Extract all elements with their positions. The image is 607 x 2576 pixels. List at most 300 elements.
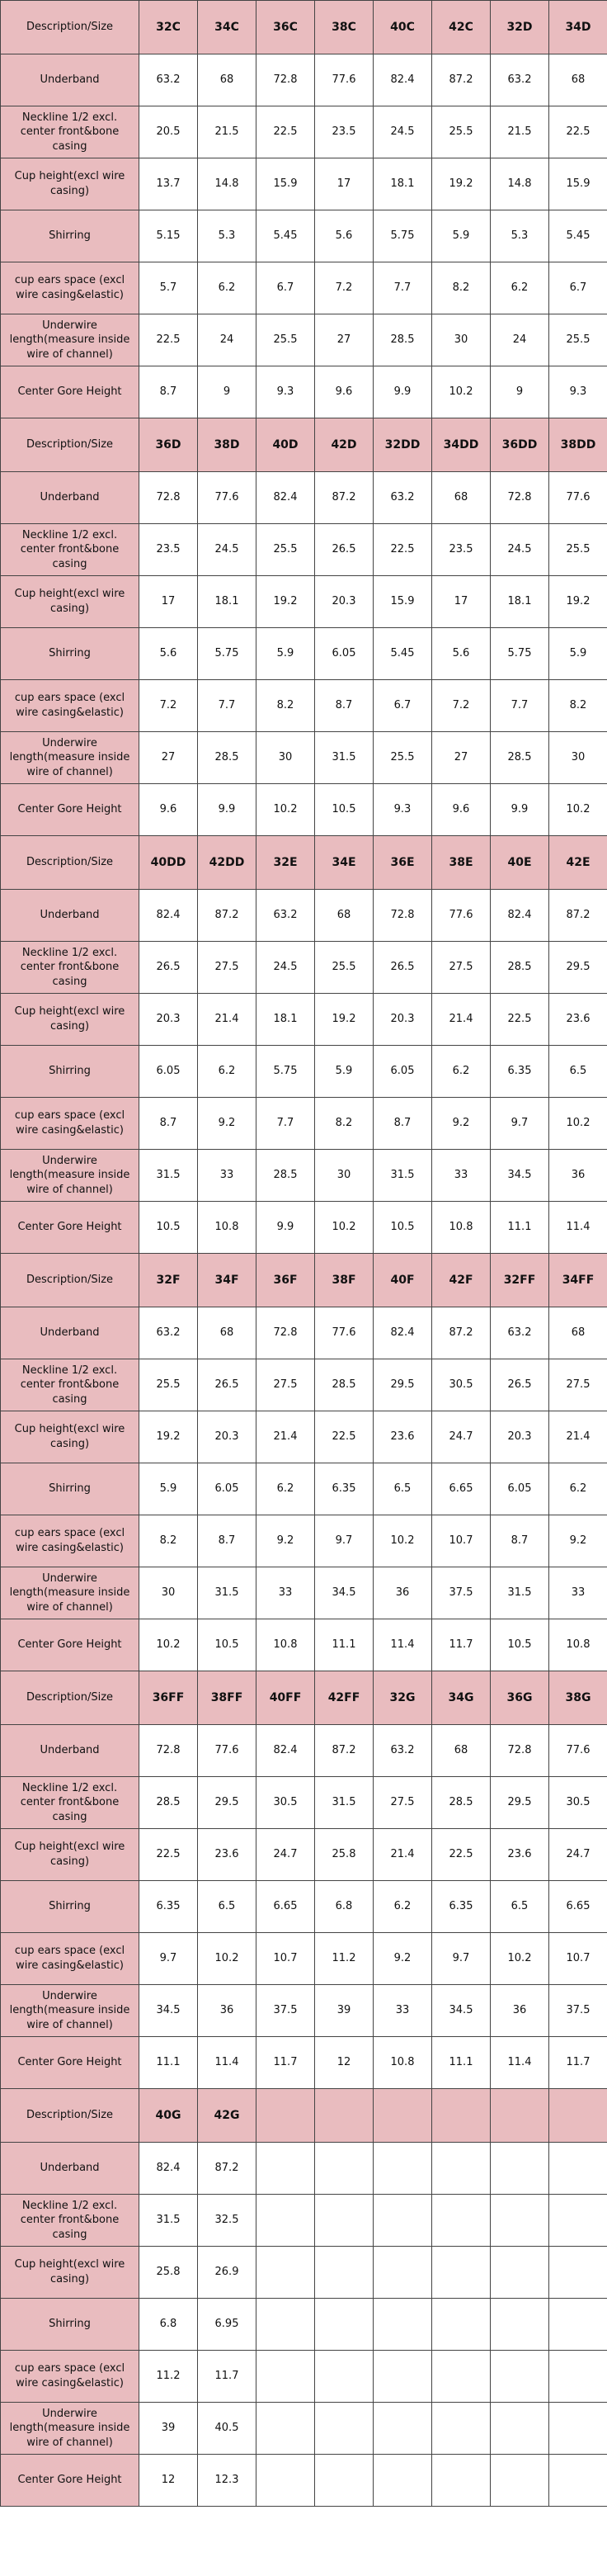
measurement-value: 5.3 xyxy=(491,210,549,262)
empty-cell xyxy=(491,2089,549,2143)
measurement-value: 15.9 xyxy=(549,158,607,210)
measurement-value: 25.5 xyxy=(432,106,491,158)
empty-cell xyxy=(432,2351,491,2403)
measurement-value: 20.3 xyxy=(198,1411,256,1463)
measurement-value: 22.5 xyxy=(139,1829,198,1881)
measurement-value: 26.5 xyxy=(198,1359,256,1411)
measurement-value: 5.45 xyxy=(374,628,432,680)
measurement-value: 29.5 xyxy=(491,1777,549,1829)
measurement-value: 5.45 xyxy=(256,210,315,262)
measurement-value: 22.5 xyxy=(549,106,607,158)
measurement-value: 10.8 xyxy=(256,1619,315,1671)
measurement-value: 82.4 xyxy=(491,890,549,942)
measurement-value: 5.75 xyxy=(374,210,432,262)
measurement-value: 87.2 xyxy=(432,54,491,106)
measurement-value: 7.2 xyxy=(139,680,198,732)
measurement-value: 5.9 xyxy=(549,628,607,680)
size-header-cell: 40FF xyxy=(256,1671,315,1725)
measurement-row xyxy=(1,2143,607,2195)
measurement-value: 27.5 xyxy=(256,1359,315,1411)
measurement-row xyxy=(1,524,607,576)
measurement-value: 33 xyxy=(374,1985,432,2037)
measurement-value: 11.4 xyxy=(374,1619,432,1671)
measurement-row xyxy=(1,1777,607,1829)
measurement-value: 28.5 xyxy=(139,1777,198,1829)
empty-cell xyxy=(549,2195,607,2247)
measurement-value: 9.2 xyxy=(549,1515,607,1567)
measurement-value: 27.5 xyxy=(198,942,256,994)
measurement-label: Underband xyxy=(1,1307,139,1359)
size-header-row xyxy=(1,418,607,472)
measurement-value: 30 xyxy=(256,732,315,784)
description-size-label: Description/Size xyxy=(1,1,139,54)
measurement-label: Shirring xyxy=(1,2299,139,2351)
measurement-value: 6.05 xyxy=(374,1046,432,1098)
measurement-value: 26.5 xyxy=(491,1359,549,1411)
measurement-value: 87.2 xyxy=(198,2143,256,2195)
measurement-value: 82.4 xyxy=(139,2143,198,2195)
measurement-value: 5.75 xyxy=(491,628,549,680)
measurement-row xyxy=(1,1515,607,1567)
measurement-value: 10.7 xyxy=(432,1515,491,1567)
measurement-value: 36 xyxy=(374,1567,432,1619)
measurement-value: 5.9 xyxy=(256,628,315,680)
measurement-value: 20.3 xyxy=(491,1411,549,1463)
measurement-value: 24.5 xyxy=(198,524,256,576)
measurement-value: 22.5 xyxy=(374,524,432,576)
measurement-label: Neckline 1/2 excl. center front&bone casing xyxy=(1,1359,139,1411)
size-header-cell: 36FF xyxy=(139,1671,198,1725)
measurement-value: 7.2 xyxy=(432,680,491,732)
measurement-value: 6.05 xyxy=(139,1046,198,1098)
measurement-value: 10.8 xyxy=(549,1619,607,1671)
measurement-value: 39 xyxy=(139,2403,198,2455)
measurement-value: 9.6 xyxy=(315,366,374,418)
empty-cell xyxy=(374,2455,432,2507)
measurement-label: Neckline 1/2 excl. center front&bone casing xyxy=(1,1777,139,1829)
size-header-cell: 38D xyxy=(198,418,256,472)
measurement-value: 19.2 xyxy=(139,1411,198,1463)
measurement-value: 11.1 xyxy=(139,2037,198,2089)
measurement-value: 30 xyxy=(139,1567,198,1619)
measurement-value: 17 xyxy=(139,576,198,628)
empty-cell xyxy=(549,2403,607,2455)
measurement-value: 6.7 xyxy=(549,262,607,314)
measurement-value: 26.5 xyxy=(374,942,432,994)
empty-cell xyxy=(315,2351,374,2403)
empty-cell xyxy=(256,2299,315,2351)
measurement-row xyxy=(1,1567,607,1619)
measurement-label: Shirring xyxy=(1,628,139,680)
size-chart-body xyxy=(1,1,607,2507)
size-header-cell: 32G xyxy=(374,1671,432,1725)
measurement-value: 21.5 xyxy=(198,106,256,158)
measurement-value: 31.5 xyxy=(315,1777,374,1829)
size-header-row xyxy=(1,836,607,890)
measurement-label: Shirring xyxy=(1,1463,139,1515)
measurement-value: 36 xyxy=(491,1985,549,2037)
empty-cell xyxy=(432,2299,491,2351)
measurement-label: Cup height(excl wire casing) xyxy=(1,1829,139,1881)
size-header-cell: 36DD xyxy=(491,418,549,472)
measurement-value: 19.2 xyxy=(549,576,607,628)
measurement-value: 11.1 xyxy=(491,1202,549,1254)
measurement-value: 28.5 xyxy=(198,732,256,784)
measurement-label: Cup height(excl wire casing) xyxy=(1,576,139,628)
measurement-value: 77.6 xyxy=(198,1725,256,1777)
size-header-cell: 38C xyxy=(315,1,374,54)
measurement-label: Neckline 1/2 excl. center front&bone casing xyxy=(1,524,139,576)
measurement-value: 9.2 xyxy=(198,1098,256,1150)
measurement-label: Cup height(excl wire casing) xyxy=(1,994,139,1046)
measurement-value: 7.7 xyxy=(256,1098,315,1150)
measurement-value: 31.5 xyxy=(139,1150,198,1202)
empty-cell xyxy=(491,2351,549,2403)
measurement-value: 68 xyxy=(198,1307,256,1359)
measurement-value: 6.05 xyxy=(315,628,374,680)
measurement-value: 5.6 xyxy=(139,628,198,680)
measurement-value: 68 xyxy=(549,54,607,106)
measurement-value: 6.35 xyxy=(139,1881,198,1933)
empty-cell xyxy=(256,2247,315,2299)
measurement-value: 6.8 xyxy=(315,1881,374,1933)
measurement-value: 68 xyxy=(315,890,374,942)
size-header-cell: 40F xyxy=(374,1254,432,1307)
measurement-value: 28.5 xyxy=(432,1777,491,1829)
measurement-value: 6.65 xyxy=(256,1881,315,1933)
measurement-value: 30.5 xyxy=(432,1359,491,1411)
measurement-value: 10.7 xyxy=(549,1933,607,1985)
size-header-cell: 34D xyxy=(549,1,607,54)
measurement-value: 21.4 xyxy=(374,1829,432,1881)
measurement-value: 28.5 xyxy=(315,1359,374,1411)
measurement-row xyxy=(1,1202,607,1254)
measurement-row xyxy=(1,1619,607,1671)
measurement-value: 68 xyxy=(549,1307,607,1359)
size-header-cell: 36C xyxy=(256,1,315,54)
measurement-value: 36 xyxy=(198,1985,256,2037)
measurement-value: 9 xyxy=(491,366,549,418)
empty-cell xyxy=(491,2247,549,2299)
measurement-value: 34.5 xyxy=(491,1150,549,1202)
size-header-cell: 42FF xyxy=(315,1671,374,1725)
measurement-row xyxy=(1,1150,607,1202)
measurement-value: 5.3 xyxy=(198,210,256,262)
empty-cell xyxy=(432,2247,491,2299)
measurement-value: 68 xyxy=(198,54,256,106)
empty-cell xyxy=(315,2299,374,2351)
empty-cell xyxy=(491,2195,549,2247)
measurement-value: 25.5 xyxy=(549,314,607,366)
measurement-value: 6.65 xyxy=(549,1881,607,1933)
measurement-value: 72.8 xyxy=(256,1307,315,1359)
measurement-value: 34.5 xyxy=(315,1567,374,1619)
measurement-value: 6.35 xyxy=(491,1046,549,1098)
empty-cell xyxy=(432,2455,491,2507)
measurement-value: 72.8 xyxy=(491,472,549,524)
size-header-cell: 34F xyxy=(198,1254,256,1307)
measurement-value: 19.2 xyxy=(432,158,491,210)
measurement-value: 6.5 xyxy=(549,1046,607,1098)
measurement-value: 8.2 xyxy=(139,1515,198,1567)
measurement-label: Underwire length(measure inside wire of channel) xyxy=(1,1150,139,1202)
empty-cell xyxy=(374,2247,432,2299)
measurement-label: Cup height(excl wire casing) xyxy=(1,158,139,210)
size-header-cell: 36F xyxy=(256,1254,315,1307)
size-header-cell: 38DD xyxy=(549,418,607,472)
empty-cell xyxy=(374,2195,432,2247)
measurement-row xyxy=(1,942,607,994)
measurement-value: 25.5 xyxy=(315,942,374,994)
size-header-row xyxy=(1,1254,607,1307)
size-header-cell: 40DD xyxy=(139,836,198,890)
measurement-value: 72.8 xyxy=(139,1725,198,1777)
measurement-value: 31.5 xyxy=(491,1567,549,1619)
measurement-value: 18.1 xyxy=(256,994,315,1046)
measurement-value: 8.7 xyxy=(374,1098,432,1150)
empty-cell xyxy=(549,2299,607,2351)
measurement-value: 11.4 xyxy=(198,2037,256,2089)
size-header-row xyxy=(1,1,607,54)
measurement-value: 31.5 xyxy=(198,1567,256,1619)
size-header-cell: 34FF xyxy=(549,1254,607,1307)
measurement-row xyxy=(1,262,607,314)
measurement-value: 6.2 xyxy=(198,1046,256,1098)
measurement-value: 7.2 xyxy=(315,262,374,314)
measurement-value: 22.5 xyxy=(432,1829,491,1881)
measurement-value: 9.2 xyxy=(432,1098,491,1150)
measurement-value: 6.2 xyxy=(374,1881,432,1933)
measurement-value: 72.8 xyxy=(139,472,198,524)
measurement-value: 15.9 xyxy=(256,158,315,210)
size-header-cell: 40E xyxy=(491,836,549,890)
measurement-value: 72.8 xyxy=(374,890,432,942)
measurement-value: 25.5 xyxy=(256,524,315,576)
description-size-label: Description/Size xyxy=(1,418,139,472)
measurement-value: 37.5 xyxy=(432,1567,491,1619)
measurement-value: 18.1 xyxy=(198,576,256,628)
measurement-value: 5.6 xyxy=(315,210,374,262)
measurement-row xyxy=(1,1307,607,1359)
measurement-value: 27.5 xyxy=(432,942,491,994)
measurement-value: 11.7 xyxy=(549,2037,607,2089)
measurement-row xyxy=(1,54,607,106)
measurement-value: 6.35 xyxy=(315,1463,374,1515)
measurement-value: 6.65 xyxy=(432,1463,491,1515)
measurement-value: 25.5 xyxy=(256,314,315,366)
measurement-value: 9.3 xyxy=(549,366,607,418)
measurement-value: 11.4 xyxy=(549,1202,607,1254)
measurement-value: 27.5 xyxy=(549,1359,607,1411)
measurement-value: 6.05 xyxy=(198,1463,256,1515)
measurement-value: 21.4 xyxy=(198,994,256,1046)
measurement-value: 10.2 xyxy=(315,1202,374,1254)
measurement-row xyxy=(1,628,607,680)
empty-cell xyxy=(256,2195,315,2247)
description-size-label: Description/Size xyxy=(1,836,139,890)
measurement-row xyxy=(1,472,607,524)
measurement-value: 63.2 xyxy=(374,1725,432,1777)
measurement-value: 5.9 xyxy=(139,1463,198,1515)
measurement-value: 33 xyxy=(432,1150,491,1202)
measurement-label: Neckline 1/2 excl. center front&bone casing xyxy=(1,2195,139,2247)
measurement-value: 6.2 xyxy=(549,1463,607,1515)
measurement-row xyxy=(1,1881,607,1933)
measurement-value: 27 xyxy=(315,314,374,366)
measurement-value: 37.5 xyxy=(256,1985,315,2037)
size-header-cell: 32DD xyxy=(374,418,432,472)
size-header-cell: 42D xyxy=(315,418,374,472)
measurement-label: Underband xyxy=(1,54,139,106)
measurement-value: 87.2 xyxy=(315,472,374,524)
measurement-row xyxy=(1,314,607,366)
measurement-value: 11.1 xyxy=(432,2037,491,2089)
empty-cell xyxy=(374,2089,432,2143)
size-header-cell: 42C xyxy=(432,1,491,54)
measurement-value: 26.5 xyxy=(315,524,374,576)
measurement-value: 24.7 xyxy=(549,1829,607,1881)
measurement-value: 63.2 xyxy=(139,54,198,106)
size-header-cell: 42F xyxy=(432,1254,491,1307)
measurement-value: 23.5 xyxy=(139,524,198,576)
measurement-value: 23.6 xyxy=(374,1411,432,1463)
measurement-row xyxy=(1,106,607,158)
size-header-cell: 36G xyxy=(491,1671,549,1725)
size-header-cell: 32D xyxy=(491,1,549,54)
size-header-cell: 38G xyxy=(549,1671,607,1725)
measurement-value: 33 xyxy=(198,1150,256,1202)
measurement-value: 9.7 xyxy=(432,1933,491,1985)
measurement-value: 34.5 xyxy=(432,1985,491,2037)
size-header-cell: 38E xyxy=(432,836,491,890)
size-header-cell: 34E xyxy=(315,836,374,890)
measurement-value: 27 xyxy=(432,732,491,784)
measurement-value: 10.2 xyxy=(491,1933,549,1985)
empty-cell xyxy=(491,2143,549,2195)
size-header-cell: 34DD xyxy=(432,418,491,472)
measurement-value: 12.3 xyxy=(198,2455,256,2507)
measurement-value: 23.6 xyxy=(491,1829,549,1881)
measurement-value: 63.2 xyxy=(374,472,432,524)
measurement-value: 77.6 xyxy=(198,472,256,524)
measurement-value: 77.6 xyxy=(432,890,491,942)
size-header-cell: 42E xyxy=(549,836,607,890)
empty-cell xyxy=(549,2455,607,2507)
measurement-value: 9.9 xyxy=(491,784,549,836)
measurement-label: Underwire length(measure inside wire of channel) xyxy=(1,2403,139,2455)
measurement-value: 15.9 xyxy=(374,576,432,628)
measurement-value: 30 xyxy=(432,314,491,366)
measurement-value: 23.6 xyxy=(198,1829,256,1881)
measurement-value: 11.7 xyxy=(432,1619,491,1671)
empty-cell xyxy=(491,2455,549,2507)
measurement-value: 10.8 xyxy=(374,2037,432,2089)
empty-cell xyxy=(315,2455,374,2507)
measurement-value: 6.35 xyxy=(432,1881,491,1933)
measurement-label: Shirring xyxy=(1,1881,139,1933)
measurement-value: 24 xyxy=(491,314,549,366)
measurement-value: 14.8 xyxy=(491,158,549,210)
measurement-row xyxy=(1,210,607,262)
size-header-cell: 32FF xyxy=(491,1254,549,1307)
measurement-value: 25.8 xyxy=(315,1829,374,1881)
measurement-value: 77.6 xyxy=(315,1307,374,1359)
measurement-label: Shirring xyxy=(1,210,139,262)
measurement-value: 9.6 xyxy=(139,784,198,836)
size-header-cell: 40D xyxy=(256,418,315,472)
measurement-label: Underband xyxy=(1,472,139,524)
measurement-value: 82.4 xyxy=(256,472,315,524)
measurement-value: 63.2 xyxy=(491,1307,549,1359)
measurement-value: 18.1 xyxy=(374,158,432,210)
measurement-value: 17 xyxy=(432,576,491,628)
measurement-row xyxy=(1,2037,607,2089)
measurement-row xyxy=(1,158,607,210)
measurement-value: 5.75 xyxy=(256,1046,315,1098)
description-size-label: Description/Size xyxy=(1,1671,139,1725)
measurement-value: 72.8 xyxy=(256,54,315,106)
measurement-value: 20.3 xyxy=(374,994,432,1046)
measurement-value: 25.8 xyxy=(139,2247,198,2299)
measurement-label: Underband xyxy=(1,890,139,942)
measurement-value: 8.2 xyxy=(432,262,491,314)
measurement-value: 10.5 xyxy=(374,1202,432,1254)
measurement-row xyxy=(1,1046,607,1098)
measurement-label: Center Gore Height xyxy=(1,1619,139,1671)
measurement-value: 28.5 xyxy=(374,314,432,366)
measurement-value: 10.5 xyxy=(491,1619,549,1671)
description-size-label: Description/Size xyxy=(1,2089,139,2143)
measurement-value: 25.5 xyxy=(549,524,607,576)
measurement-value: 26.5 xyxy=(139,942,198,994)
measurement-value: 9.9 xyxy=(256,1202,315,1254)
measurement-row xyxy=(1,1725,607,1777)
measurement-row xyxy=(1,2455,607,2507)
empty-cell xyxy=(432,2403,491,2455)
measurement-row xyxy=(1,732,607,784)
measurement-label: Cup height(excl wire casing) xyxy=(1,1411,139,1463)
measurement-value: 68 xyxy=(432,1725,491,1777)
measurement-value: 18.1 xyxy=(491,576,549,628)
measurement-value: 8.7 xyxy=(198,1515,256,1567)
measurement-value: 28.5 xyxy=(491,732,549,784)
measurement-label: Neckline 1/2 excl. center front&bone casing xyxy=(1,106,139,158)
measurement-value: 13.7 xyxy=(139,158,198,210)
measurement-value: 10.2 xyxy=(198,1933,256,1985)
measurement-value: 63.2 xyxy=(491,54,549,106)
measurement-label: cup ears space (excl wire casing&elastic) xyxy=(1,2351,139,2403)
measurement-value: 24.5 xyxy=(256,942,315,994)
measurement-label: Center Gore Height xyxy=(1,366,139,418)
measurement-label: cup ears space (excl wire casing&elastic) xyxy=(1,1098,139,1150)
measurement-row xyxy=(1,1411,607,1463)
empty-cell xyxy=(432,2195,491,2247)
measurement-value: 11.2 xyxy=(315,1933,374,1985)
measurement-value: 82.4 xyxy=(374,1307,432,1359)
measurement-value: 23.5 xyxy=(315,106,374,158)
measurement-value: 6.8 xyxy=(139,2299,198,2351)
measurement-value: 29.5 xyxy=(198,1777,256,1829)
size-header-cell: 32E xyxy=(256,836,315,890)
empty-cell xyxy=(374,2299,432,2351)
description-size-label: Description/Size xyxy=(1,1254,139,1307)
empty-cell xyxy=(374,2143,432,2195)
measurement-row xyxy=(1,680,607,732)
measurement-label: Underwire length(measure inside wire of channel) xyxy=(1,314,139,366)
measurement-value: 25.5 xyxy=(139,1359,198,1411)
empty-cell xyxy=(432,2143,491,2195)
measurement-value: 63.2 xyxy=(256,890,315,942)
